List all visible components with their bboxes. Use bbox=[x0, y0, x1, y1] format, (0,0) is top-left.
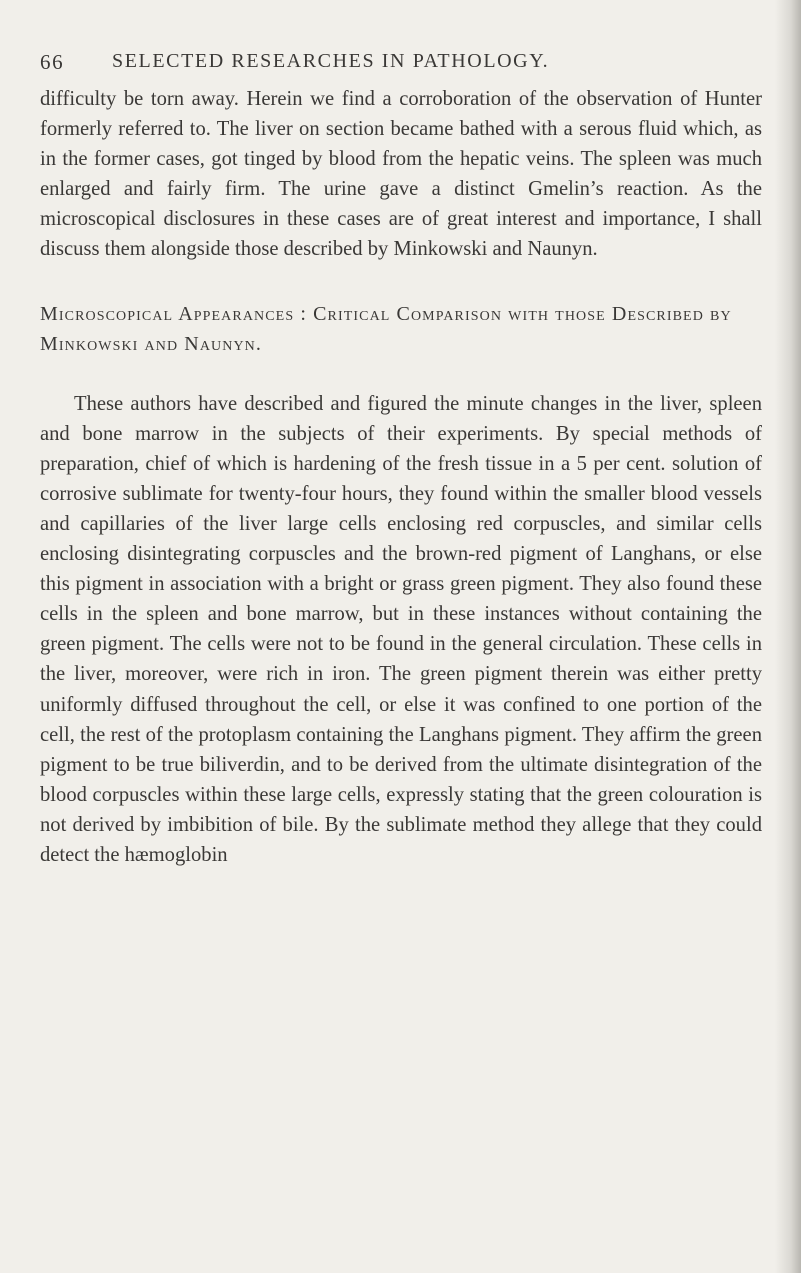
running-head bbox=[40, 50, 762, 84]
body-paragraph-continued: difficulty be torn away. Herein we find a corroboration of the observation of Hunter formerly referred to. The liver on section became bathed with a serous fluid which, as in the former cases, got tinged by blood from the hepatic veins. The spleen was much enlarged and fairly firm. The urine gave a distinct Gmelin’s reaction. As the microscopical disclosures in these cases are of great interest and importance, I shall discuss them alongside those described by Minkowski and Naunyn. bbox=[40, 88, 762, 261]
body-paragraph: These authors have described and figured the minute changes in the liver, spleen and bone marrow in the subjects of their experiments. By special methods of preparation, chief of which is hardening of the fresh tissue in a 5 per cent. solution of corrosive sublimate for twenty-four hours, they found within the smaller blood vessels and capillaries of the liver large cells enclosing red corpuscles, and similar cells enclosing disintegrating corpuscles and the brown-red pigment of Langhans, or else this pigment in association with a bright or grass green pigment. They also found these cells in the spleen and bone marrow, but in these instances without containing the green pigment. The cells were not to be found in the general circulation. These cells in the liver, moreover, were rich in iron. The green pigment therein was either pretty uniformly diffused throughout the cell, or else it was confined to one portion of the cell, the rest of the protoplasm containing the Langhans pigment. They affirm the green pigment to be true biliverdin, and to be derived from the ultimate disintegration of the blood corpuscles within these large cells, expressly stating that the green colouration is not derived by imbibition of bile. By the sublimate method they allege that they could detect the hæmoglobin bbox=[40, 392, 762, 866]
page-edge-shadow bbox=[775, 0, 801, 1273]
book-page bbox=[40, 50, 762, 870]
running-title: SELECTED RESEARCHES IN PATHOLOGY. bbox=[112, 50, 550, 72]
page-number: 66 bbox=[40, 50, 65, 74]
section-heading: Microscopical Appearances : Critical Comparison with those Described by Minkowski and Naunyn. bbox=[40, 302, 732, 355]
